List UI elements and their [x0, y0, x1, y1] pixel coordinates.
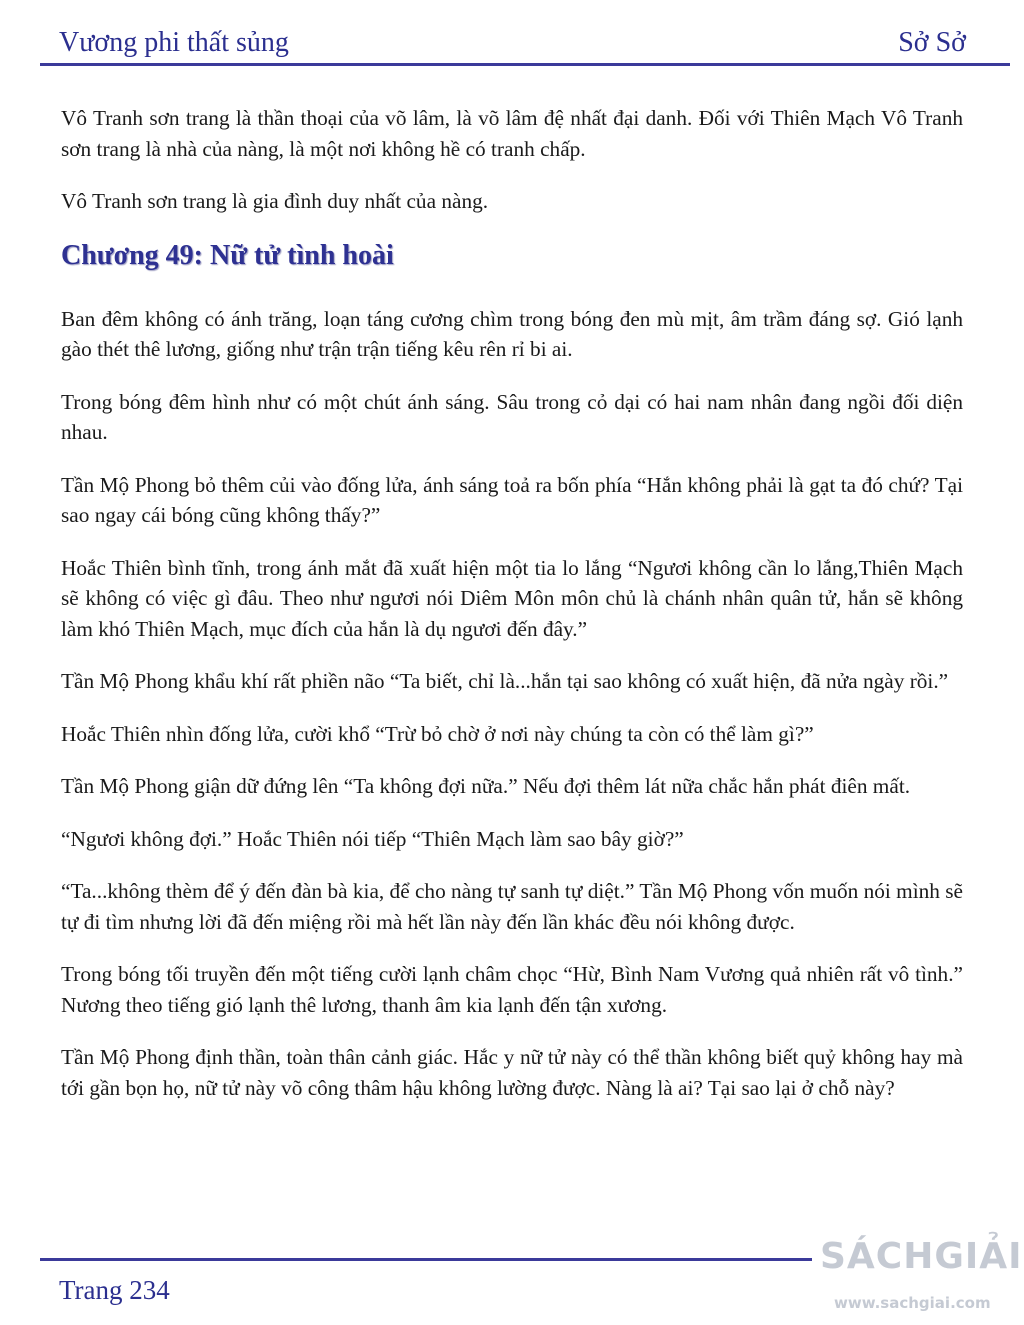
page-body [61, 103, 963, 1125]
chapter-paragraph: “Ngươi không đợi.” Hoắc Thiên nói tiếp “Thiên Mạch làm sao bây giờ?” [61, 826, 684, 851]
chapter-paragraph: Tần Mộ Phong giận dữ đứng lên “Ta không đợi nữa.” Nếu đợi thêm lát nữa chắc hắn phát điên mất. [61, 774, 911, 798]
chapter-paragraph: Ban đêm không có ánh trăng, loạn táng cương chìm trong bóng đen mù mịt, âm trầm đáng sợ. Gió lạnh gào thét thê lương, giống như trận trận tiếng kêu rên rỉ bi ai. [61, 306, 963, 361]
book-title: Vương phi thất sủng [59, 27, 289, 58]
footer-divider [40, 1258, 812, 1261]
author-name: Sở Sở [898, 27, 966, 58]
chapter-paragraph: Trong bóng tối truyền đến một tiếng cười lạnh châm chọc “Hừ, Bình Nam Vương quả nhiên rất vô tình.” Nương theo tiếng gió lạnh thê lương, thanh âm kia lạnh đến tận xương. [61, 962, 963, 1017]
intro-paragraph-2: Vô Tranh sơn trang là gia đình duy nhất của nàng. [61, 189, 489, 213]
page-number: Trang 234 [59, 1275, 170, 1305]
watermark-brand: SÁCHGIẢI [820, 1236, 1023, 1277]
chapter-paragraph: Trong bóng đêm hình như có một chút ánh sáng. Sâu trong cỏ dại có hai nam nhân đang ngồi đối diện nhau. [61, 389, 963, 444]
page-header [0, 0, 1024, 66]
chapter-paragraph: Tần Mộ Phong định thần, toàn thân cảnh giác. Hắc y nữ tử này có thể thần không biết quỷ không hay mà tới gần bọn họ, nữ tử này võ công thâm hậu không lường được. Nàng là ai? Tại sao lại ở chỗ này? [61, 1045, 963, 1100]
header-divider [40, 63, 1010, 66]
chapter-paragraph: Hoắc Thiên bình tĩnh, trong ánh mắt đã xuất hiện một tia lo lắng “Ngươi không cần lo lắng,Thiên Mạch sẽ không có việc gì đâu. Theo như ngươi nói Diêm Môn môn chủ là chánh nhân quân tử, hắn sẽ không làm khó Thiên Mạch, mục đích của hắn là dụ ngươi đến đây.” [61, 555, 963, 641]
intro-paragraph-1: Vô Tranh sơn trang là thần thoại của võ lâm, là võ lâm đệ nhất đại danh. Đối với Thiên Mạch Vô Tranh sơn trang là nhà của nàng, là một nơi không hề có tranh chấp. [61, 106, 963, 161]
chapter-paragraph: “Ta...không thèm để ý đến đàn bà kia, để cho nàng tự sanh tự diệt.” Tần Mộ Phong vốn muốn nói mình sẽ tự đi tìm nhưng lời đã đến miệng rồi mà hết lần này đến lần khác đều nói không được. [61, 879, 963, 934]
chapter-paragraph: Tần Mộ Phong khẩu khí rất phiền não “Ta biết, chỉ là...hắn tại sao không có xuất hiện, đã nửa ngày rồi.” [61, 669, 949, 693]
watermark-logo [816, 1226, 1024, 1325]
chapter-heading: Chương 49: Nữ tử tình hoài [61, 239, 394, 271]
watermark-url: www.sachgiai.com [834, 1294, 991, 1312]
chapter-paragraph: Hoắc Thiên nhìn đống lửa, cười khổ “Trừ bỏ chờ ở nơi này chúng ta còn có thể làm gì?” [61, 721, 814, 746]
chapter-paragraph: Tần Mộ Phong bỏ thêm củi vào đống lửa, ánh sáng toả ra bốn phía “Hắn không phải là gạt ta đó chứ? Tại sao ngay cái bóng cũng không thấy?” [61, 472, 963, 527]
